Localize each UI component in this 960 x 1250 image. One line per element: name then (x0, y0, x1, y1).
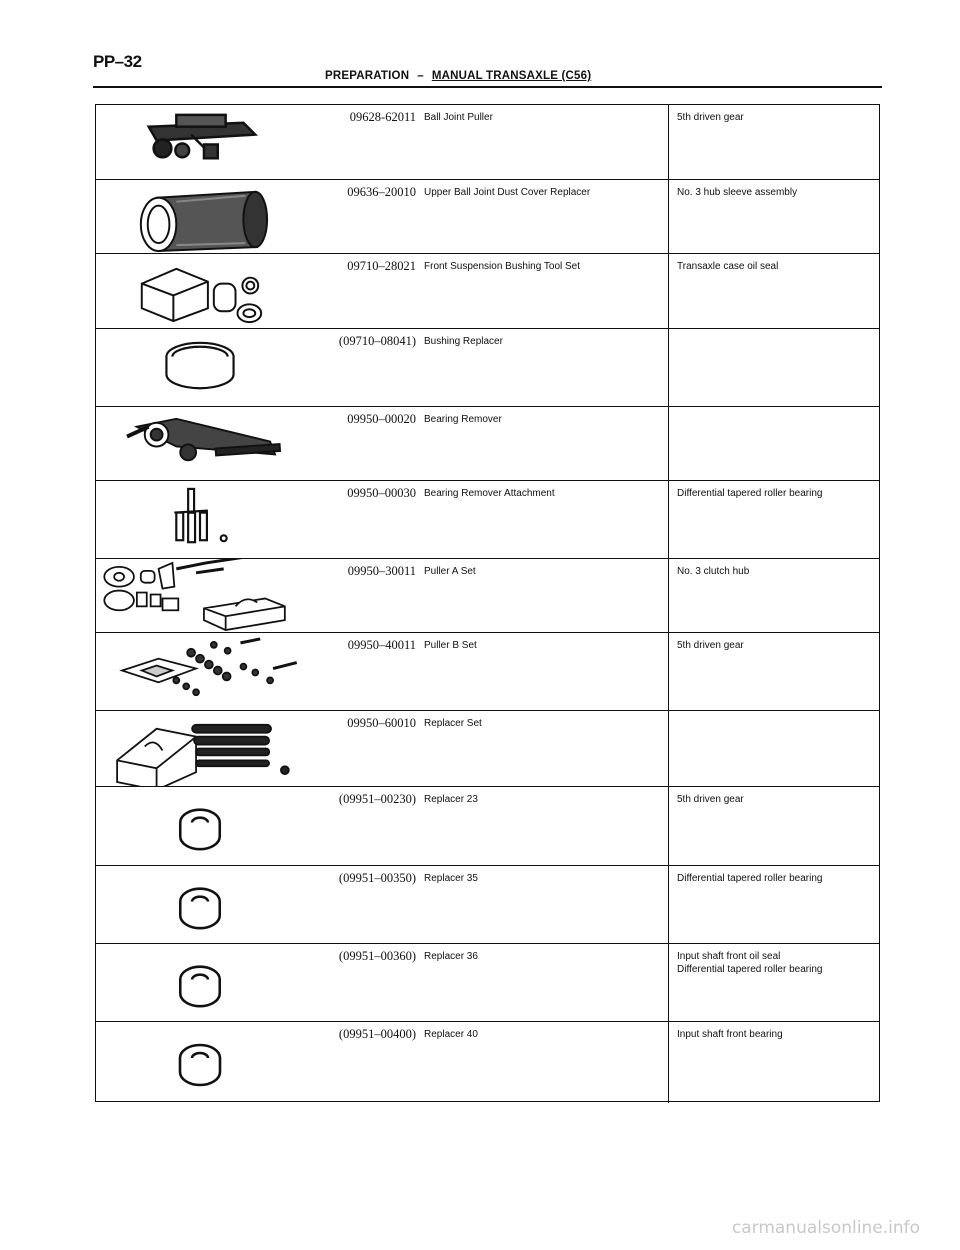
header-separator: – (417, 70, 424, 82)
tool-row (96, 407, 879, 481)
replacer-ring-icon (96, 787, 304, 865)
tool-name: Upper Ball Joint Dust Cover Replacer (424, 187, 591, 198)
applicable-part: Differential tapered roller bearing (677, 488, 823, 499)
applicable-part-cell (668, 481, 879, 558)
page-header (325, 70, 591, 82)
applicable-part: Differential tapered roller bearing (677, 873, 823, 884)
subsection-title: MANUAL TRANSAXLE (C56) (431, 70, 592, 82)
page-number: PP–32 (93, 52, 142, 71)
applicable-part-cell (668, 944, 879, 1021)
tool-part-number: 09950–60010 (347, 716, 416, 730)
applicable-part: No. 3 hub sleeve assembly (677, 187, 798, 198)
tool-row (96, 254, 879, 329)
tool-row (96, 633, 879, 711)
puller-a-set-icon (96, 559, 304, 632)
applicable-part-cell (668, 559, 879, 632)
applicable-part-cell (668, 254, 879, 328)
applicable-part: Transaxle case oil seal (677, 261, 779, 272)
tool-name: Ball Joint Puller (424, 112, 493, 123)
applicable-part-cell (668, 105, 879, 179)
applicable-part-cell (668, 329, 879, 406)
tool-row (96, 944, 879, 1022)
tool-name: Bearing Remover (424, 414, 502, 425)
applicable-part: Input shaft front oil seal (677, 951, 781, 962)
dust-cover-replacer-icon (96, 180, 304, 253)
tool-part-number: 09950–00020 (347, 412, 416, 426)
tool-name: Front Suspension Bushing Tool Set (424, 261, 581, 272)
bearing-remover-attachment-icon (96, 481, 304, 558)
replacer-set-icon (96, 711, 304, 786)
applicable-part-cell (668, 787, 879, 865)
bushing-tool-set-icon (96, 254, 304, 328)
applicable-part: 5th driven gear (677, 794, 744, 805)
tool-part-number: 09628-62011 (349, 110, 416, 124)
tool-row (96, 329, 879, 407)
tool-row (96, 711, 879, 787)
applicable-part-cell (668, 711, 879, 786)
applicable-part: Input shaft front bearing (677, 1029, 783, 1040)
applicable-part: 5th driven gear (677, 640, 744, 651)
tool-part-number: 09950–00030 (347, 486, 416, 500)
replacer-ring-icon (96, 944, 304, 1021)
tool-row (96, 180, 879, 254)
tool-name: Bearing Remover Attachment (424, 488, 555, 499)
tool-name: Puller B Set (424, 640, 477, 651)
watermark: carmanualsonline.info (731, 1218, 920, 1238)
tool-part-number: (09951–00350) (338, 871, 416, 885)
tool-part-number: (09710–08041) (338, 334, 416, 348)
tool-row (96, 1022, 879, 1103)
bearing-remover-icon (96, 407, 304, 480)
tool-row (96, 787, 879, 866)
tool-name: Replacer 35 (424, 873, 478, 884)
tool-part-number: 09636–20010 (347, 185, 416, 199)
tool-name: Puller A Set (424, 566, 476, 577)
applicable-part-cell (668, 1022, 879, 1103)
tool-part-number: 09950–30011 (347, 564, 416, 578)
tool-name: Replacer 40 (424, 1029, 478, 1040)
applicable-part-cell (668, 407, 879, 480)
tool-name: Replacer Set (424, 718, 482, 729)
sst-table (95, 104, 880, 1102)
tool-part-number: (09951–00400) (338, 1027, 416, 1041)
applicable-part-cell (668, 180, 879, 253)
header-rule (93, 86, 882, 88)
replacer-ring-icon (96, 1022, 304, 1103)
applicable-part: Differential tapered roller bearing (677, 964, 823, 975)
tool-row (96, 559, 879, 633)
bushing-replacer-icon (96, 329, 304, 406)
puller-b-set-icon (96, 633, 304, 710)
replacer-ring-icon (96, 866, 304, 943)
tool-name: Replacer 36 (424, 951, 478, 962)
applicable-part: 5th driven gear (677, 112, 744, 123)
applicable-part-cell (668, 633, 879, 710)
tool-row (96, 105, 879, 180)
ball-joint-puller-icon (96, 105, 304, 179)
tool-part-number: (09951–00360) (338, 949, 416, 963)
section-title: PREPARATION (325, 70, 410, 82)
tool-row (96, 481, 879, 559)
tool-row (96, 866, 879, 944)
tool-name: Replacer 23 (424, 794, 478, 805)
applicable-part-cell (668, 866, 879, 943)
applicable-part: No. 3 clutch hub (677, 566, 750, 577)
tool-name: Bushing Replacer (424, 336, 503, 347)
tool-part-number: (09951–00230) (338, 792, 416, 806)
tool-part-number: 09710–28021 (347, 259, 416, 273)
tool-part-number: 09950–40011 (347, 638, 416, 652)
